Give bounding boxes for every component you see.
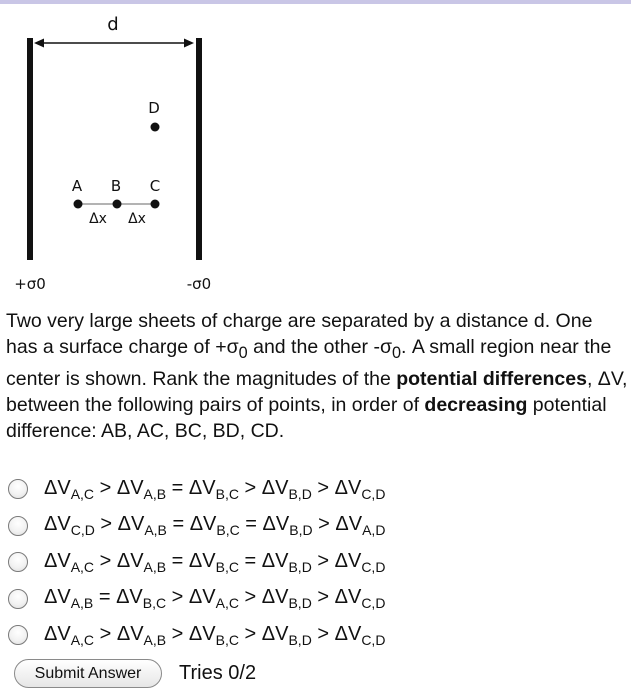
point-c-dot: [151, 200, 160, 209]
question-part: and the other -σ: [247, 336, 392, 358]
right-charge-label: -σ0: [186, 275, 212, 293]
dx-label-bc: Δx: [128, 211, 146, 227]
right-sheet: [196, 38, 202, 260]
question-part: , ΔV, between the following pairs of points, in order of: [6, 367, 628, 416]
choice-3-text: $\Delta V_{A,C} > \Delta V_{A,B} = \Delta V_{B,C} = \Delta V_{B,D} > \Delta V_{C,D}$: [44, 549, 386, 575]
point-b-dot: [113, 200, 122, 209]
point-c-label: C: [149, 177, 161, 195]
left-sheet: [27, 38, 33, 260]
dx-label-ab: Δx: [89, 211, 107, 227]
distance-arrow: [34, 39, 194, 48]
point-a-dot: [74, 200, 83, 209]
choice-5[interactable]: [8, 617, 385, 654]
left-charge-label: +σ0: [14, 275, 46, 293]
radio-button-4[interactable]: [8, 589, 28, 609]
point-d-dot: [151, 123, 160, 132]
choice-2[interactable]: [8, 508, 385, 545]
question-part: . A small region near the center is shown. Rank the magnitudes of the: [6, 336, 612, 390]
point-d-label: D: [148, 99, 160, 117]
radio-button-3[interactable]: [8, 552, 28, 572]
choice-1-text: $\Delta V_{A,C} > \Delta V_{A,B} = \Delta V_{B,C} > \Delta V_{B,D} > \Delta V_{C,D}$: [44, 476, 386, 502]
question-part: potential difference: AB, AC, BC, BD, CD.: [6, 393, 607, 442]
choice-4[interactable]: [8, 581, 385, 618]
question-emphasis: decreasing: [424, 393, 528, 416]
tries-counter: Tries 0/2: [179, 662, 257, 684]
distance-label: d: [107, 14, 119, 35]
choice-3[interactable]: [8, 544, 385, 581]
point-a-label: A: [71, 177, 83, 195]
sigma-subscript: 0: [391, 343, 402, 362]
charged-sheets-diagram: [0, 0, 631, 300]
choice-5-text: $\Delta V_{A,C} > \Delta V_{A,B} > \Delta V_{B,C} > \Delta V_{B,D} > \Delta V_{C,D}$: [44, 622, 386, 648]
question-text: [6, 308, 628, 444]
radio-button-5[interactable]: [8, 625, 28, 645]
submit-answer-button[interactable]: Submit Answer: [14, 659, 162, 688]
answer-choices: [8, 471, 385, 654]
question-emphasis: potential differences: [396, 367, 587, 390]
choice-1[interactable]: [8, 471, 385, 508]
choice-4-text: $\Delta V_{A,B} = \Delta V_{B,C} > \Delta V_{A,C} > \Delta V_{B,D} > \Delta V_{C,D}$: [44, 586, 386, 612]
choice-2-text: $\Delta V_{C,D} > \Delta V_{A,B} = \Delta V_{B,C} = \Delta V_{B,D} > \Delta V_{A,D}$: [44, 513, 386, 539]
radio-button-2[interactable]: [8, 516, 28, 536]
radio-button-1[interactable]: [8, 479, 28, 499]
point-b-label: B: [110, 177, 122, 195]
sigma-subscript: 0: [238, 343, 248, 362]
question-part: Two very large sheets of charge are separated by a distance d. One has a surface charge of +σ: [6, 310, 593, 358]
